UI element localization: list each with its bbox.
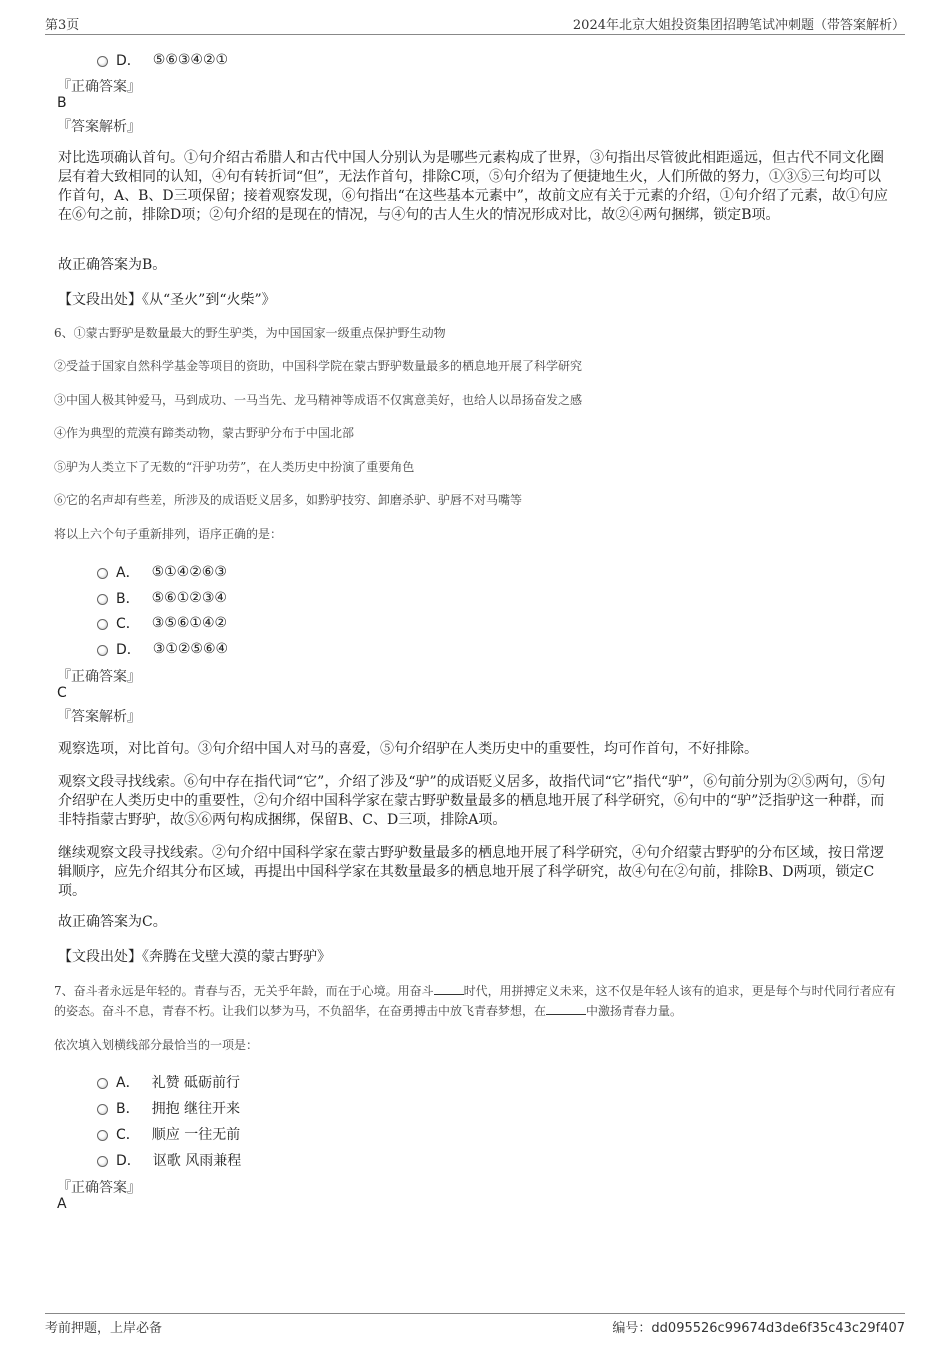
q7-stem-part: 中激扬青春力量。 bbox=[586, 1004, 683, 1018]
answer-heading: 『正确答案』 bbox=[57, 669, 141, 685]
option-text: 顺应 一往无前 bbox=[151, 1127, 241, 1143]
q6-sentence-6: ⑥它的名声却有些差，所涉及的成语贬义居多，如黔驴技穷、卸磨杀驴、驴唇不对马嘴等 bbox=[54, 493, 523, 507]
q7-stem-part: 7、奋斗者永远是年轻的。青春与否，无关乎年龄，而在于心境。用奋斗 bbox=[54, 984, 434, 998]
page-header bbox=[45, 14, 905, 35]
analysis-conclusion: 故正确答案为C。 bbox=[58, 914, 167, 930]
option-text: ⑤①④②⑥③ bbox=[151, 564, 227, 580]
option-label: D． bbox=[116, 53, 141, 69]
analysis-heading: 『答案解析』 bbox=[57, 119, 141, 135]
q7-option-b[interactable] bbox=[97, 1098, 240, 1118]
radio-icon[interactable] bbox=[97, 56, 108, 67]
option-text: 礼赞 砥砺前行 bbox=[151, 1075, 241, 1091]
analysis-conclusion: 故正确答案为B。 bbox=[58, 257, 167, 273]
radio-icon[interactable] bbox=[97, 568, 108, 579]
analysis-paragraph: 继续观察文段寻找线索。②句介绍中国科学家在蒙古野驴数量最多的栖息地开展了科学研究，④句介绍蒙古野驴的分布区域，按日常逻辑顺序，应先介绍其分布区域，再提出中国科学家在其数量最多的栖息地开展了科学研究，故④句在②句前，排除B、D两项，锁定C项。 bbox=[58, 845, 884, 899]
radio-icon[interactable] bbox=[97, 619, 108, 630]
fill-blank-1[interactable] bbox=[434, 982, 464, 995]
option-label: A． bbox=[116, 565, 140, 581]
q6-sentence-5: ⑤驴为人类立下了无数的“汗驴功劳”，在人类历史中扮演了重要角色 bbox=[54, 460, 415, 474]
analysis-paragraph: 对比选项确认首句。①句介绍古希腊人和古代中国人分别认为是哪些元素构成了世界，③句指出尽管彼此相距遥远，但古代不同文化圈层有着大致相同的认知，④句有转折词“但”，无法作首句，排除C项，⑤句介绍为了便捷地生火，人们所做的努力，①③⑤三句均可以作首句，A、B、D三项保留；接着观察发现，⑥句指出“在这些基本元素中”，故前文应有关于元素的介绍，①句介绍了元素，故①句应在⑥句之前，排除D项；②句介绍的是现在的情况，与④句的古人生火的情况形成对比，故②④两句捆绑，锁定B项。 bbox=[58, 150, 888, 223]
option-label: D． bbox=[116, 1153, 141, 1169]
q7-option-a[interactable] bbox=[97, 1072, 240, 1092]
source-note: 【文段出处】《从“圣火”到“火柴”》 bbox=[58, 292, 276, 308]
radio-icon[interactable] bbox=[97, 1078, 108, 1089]
option-label: C． bbox=[116, 1127, 140, 1143]
analysis-paragraph: 观察文段寻找线索。⑥句中存在指代词“它”，介绍了涉及“驴”的成语贬义居多，故指代词“它”指代“驴”，⑥句前分别为②⑤两句，⑤句介绍驴在人类历史中的重要性，②句介绍中国科学家在蒙古野驴数量最多的栖息地开展了科学研究，⑥句中的“驴”泛指驴这一种群，而非特指蒙古野驴，故⑤⑥两句构成捆绑，保留B、C、D三项，排除A项。 bbox=[58, 774, 886, 828]
q6-sentence-2: ②受益于国家自然科学基金等项目的资助，中国科学院在蒙古野驴数量最多的栖息地开展了科学研究 bbox=[54, 359, 583, 373]
option-label: B． bbox=[116, 1101, 140, 1117]
q6-sentence-3: ③中国人极其钟爱马，马到成功、一马当先、龙马精神等成语不仅寓意美好，也给人以昂扬奋发之感 bbox=[54, 393, 583, 407]
q6-option-b[interactable] bbox=[97, 588, 227, 608]
correct-answer: A bbox=[57, 1196, 67, 1212]
option-label: A． bbox=[116, 1075, 140, 1091]
correct-answer: B bbox=[57, 95, 67, 111]
radio-icon[interactable] bbox=[97, 1156, 108, 1167]
q6-sentence-1: 6、①蒙古野驴是数量最大的野生驴类，为中国国家一级重点保护野生动物 bbox=[54, 326, 446, 340]
option-text: ⑤⑥①②③④ bbox=[151, 590, 227, 606]
q6-option-d[interactable] bbox=[97, 639, 228, 659]
radio-icon[interactable] bbox=[97, 1130, 108, 1141]
option-label: B． bbox=[116, 591, 140, 607]
option-label: D． bbox=[116, 642, 141, 658]
q5-option-d[interactable] bbox=[97, 50, 228, 70]
q6-option-a[interactable] bbox=[97, 562, 227, 582]
analysis-heading: 『答案解析』 bbox=[57, 709, 141, 725]
footer-slogan: 考前押题，上岸必备 bbox=[45, 1321, 163, 1336]
q7-prompt: 依次填入划横线部分最恰当的一项是： bbox=[54, 1038, 259, 1052]
option-text: 拥抱 继往开来 bbox=[151, 1101, 241, 1117]
answer-heading: 『正确答案』 bbox=[57, 1180, 141, 1196]
option-text: ③⑤⑥①④② bbox=[151, 615, 228, 631]
radio-icon[interactable] bbox=[97, 645, 108, 656]
correct-answer: C bbox=[57, 685, 67, 701]
page-footer bbox=[45, 1313, 905, 1336]
q6-sentence-4: ④作为典型的荒漠有蹄类动物，蒙古野驴分布于中国北部 bbox=[54, 426, 355, 440]
option-label: C． bbox=[116, 616, 140, 632]
option-text: ③①②⑤⑥④ bbox=[152, 641, 229, 657]
option-text: 讴歌 风雨兼程 bbox=[152, 1153, 242, 1169]
q6-prompt: 将以上六个句子重新排列，语序正确的是： bbox=[54, 527, 283, 541]
fill-blank-2[interactable] bbox=[546, 1002, 586, 1015]
analysis-paragraph: 观察选项，对比首句。③句介绍中国人对马的喜爱，⑤句介绍驴在人类历史中的重要性，均可作首句，不好排除。 bbox=[58, 741, 758, 757]
q7-option-c[interactable] bbox=[97, 1124, 240, 1144]
q7-stem bbox=[54, 981, 904, 1021]
document-title: 2024年北京大姐投资集团招聘笔试冲刺题（带答案解析） bbox=[572, 18, 905, 33]
page-number: 第3页 bbox=[45, 18, 80, 33]
q7-option-d[interactable] bbox=[97, 1150, 241, 1170]
radio-icon[interactable] bbox=[97, 1104, 108, 1115]
q6-option-c[interactable] bbox=[97, 613, 227, 633]
source-note: 【文段出处】《奔腾在戈壁大漠的蒙古野驴》 bbox=[58, 949, 331, 965]
answer-heading: 『正确答案』 bbox=[57, 79, 141, 95]
option-text: ⑤⑥③④②① bbox=[152, 52, 229, 68]
q7-stem-part: 时代，用拼搏定义未来，这不仅是年轻人该有的追求，更是每个与时代同行者应有的姿态。奋斗不息，青春不朽。让我们以梦为马，不负韶华，在奋勇搏击中放飞青春梦想，在 bbox=[54, 984, 896, 1018]
document-id: 编号：dd095526c99674d3de6f35c43c29f407 bbox=[612, 1321, 905, 1336]
radio-icon[interactable] bbox=[97, 594, 108, 605]
